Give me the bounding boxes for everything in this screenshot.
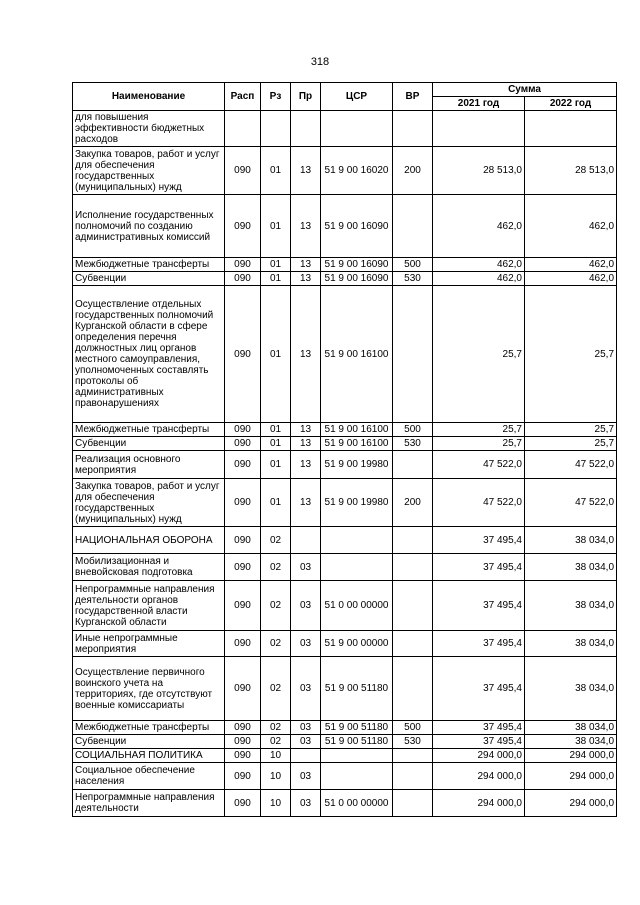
row-pr-cell: 03 <box>291 763 321 790</box>
row-amount-2022: 38 034,0 <box>525 581 617 631</box>
row-amount-2021: 47 522,0 <box>433 451 525 479</box>
row-csr-cell: 51 9 00 00000 <box>321 631 393 657</box>
row-csr-cell: 51 9 00 51180 <box>321 657 393 721</box>
row-vr-cell: 530 <box>393 437 433 451</box>
table-row <box>73 790 617 817</box>
row-vr-cell <box>393 111 433 147</box>
row-amount-2021: 294 000,0 <box>433 763 525 790</box>
table-row <box>73 657 617 721</box>
row-amount-2021: 37 495,4 <box>433 721 525 735</box>
table-row <box>73 423 617 437</box>
row-name-cell: Осуществление первичного воинского учета на территориях, где отсутствуют военные комиссариаты <box>73 657 225 721</box>
row-csr-cell: 51 9 00 16020 <box>321 147 393 195</box>
row-csr-cell: 51 9 00 16090 <box>321 272 393 286</box>
row-amount-2022: 25,7 <box>525 437 617 451</box>
row-vr-cell <box>393 631 433 657</box>
row-pr-cell: 03 <box>291 790 321 817</box>
row-amount-2022: 38 034,0 <box>525 721 617 735</box>
row-vr-cell: 200 <box>393 147 433 195</box>
row-pr-cell: 13 <box>291 423 321 437</box>
row-amount-2022: 294 000,0 <box>525 790 617 817</box>
row-csr-cell: 51 0 00 00000 <box>321 790 393 817</box>
row-csr-cell: 51 9 00 19980 <box>321 479 393 527</box>
row-amount-2022: 38 034,0 <box>525 735 617 749</box>
row-rasp-cell: 090 <box>225 286 261 423</box>
row-rasp-cell: 090 <box>225 479 261 527</box>
row-amount-2022: 462,0 <box>525 195 617 258</box>
row-csr-cell: 51 9 00 16100 <box>321 437 393 451</box>
table-row <box>73 195 617 258</box>
table-row <box>73 147 617 195</box>
row-name-cell: Субвенции <box>73 437 225 451</box>
header-year-2021: 2021 год <box>433 97 525 111</box>
row-csr-cell: 51 9 00 51180 <box>321 735 393 749</box>
row-name-cell: Непрограммные направления деятельности органов государственной власти Курганской области <box>73 581 225 631</box>
row-amount-2021: 28 513,0 <box>433 147 525 195</box>
row-rasp-cell: 090 <box>225 195 261 258</box>
row-name-cell: СОЦИАЛЬНАЯ ПОЛИТИКА <box>73 749 225 763</box>
row-vr-cell <box>393 657 433 721</box>
table-row <box>73 479 617 527</box>
row-pr-cell: 03 <box>291 735 321 749</box>
row-name-cell: Мобилизационная и вневойсковая подготовка <box>73 554 225 581</box>
row-pr-cell: 13 <box>291 479 321 527</box>
row-name-cell: Социальное обеспечение населения <box>73 763 225 790</box>
table-row <box>73 272 617 286</box>
row-rasp-cell: 090 <box>225 581 261 631</box>
row-rz-cell: 10 <box>261 749 291 763</box>
row-vr-cell <box>393 581 433 631</box>
page-number: 318 <box>310 56 330 68</box>
row-rasp-cell: 090 <box>225 631 261 657</box>
row-name-cell: Межбюджетные трансферты <box>73 423 225 437</box>
table-row <box>73 111 617 147</box>
row-rz-cell: 02 <box>261 554 291 581</box>
row-pr-cell: 03 <box>291 721 321 735</box>
row-amount-2021: 37 495,4 <box>433 657 525 721</box>
table-row <box>73 721 617 735</box>
row-amount-2022: 294 000,0 <box>525 763 617 790</box>
table-row <box>73 451 617 479</box>
row-rz-cell: 01 <box>261 479 291 527</box>
row-amount-2021: 294 000,0 <box>433 749 525 763</box>
row-rz-cell: 01 <box>261 423 291 437</box>
row-rasp-cell: 090 <box>225 749 261 763</box>
budget-table <box>72 82 617 817</box>
row-csr-cell: 51 9 00 16100 <box>321 423 393 437</box>
row-amount-2021: 462,0 <box>433 195 525 258</box>
row-csr-cell <box>321 554 393 581</box>
row-amount-2021: 462,0 <box>433 272 525 286</box>
table-header <box>73 83 617 111</box>
row-amount-2022: 294 000,0 <box>525 749 617 763</box>
row-pr-cell: 13 <box>291 258 321 272</box>
row-rz-cell: 01 <box>261 437 291 451</box>
row-amount-2022: 25,7 <box>525 423 617 437</box>
table-row <box>73 527 617 554</box>
header-sum: Сумма <box>433 83 617 97</box>
row-vr-cell: 500 <box>393 423 433 437</box>
row-rasp-cell: 090 <box>225 790 261 817</box>
row-rz-cell: 01 <box>261 258 291 272</box>
row-vr-cell: 500 <box>393 721 433 735</box>
row-rz-cell: 01 <box>261 147 291 195</box>
row-rasp-cell: 090 <box>225 554 261 581</box>
row-rz-cell: 02 <box>261 631 291 657</box>
row-rz-cell: 02 <box>261 581 291 631</box>
row-pr-cell: 13 <box>291 437 321 451</box>
table-row <box>73 286 617 423</box>
row-amount-2021: 37 495,4 <box>433 581 525 631</box>
row-pr-cell: 13 <box>291 272 321 286</box>
row-csr-cell: 51 9 00 16100 <box>321 286 393 423</box>
row-vr-cell <box>393 451 433 479</box>
row-csr-cell <box>321 763 393 790</box>
table-row <box>73 631 617 657</box>
row-rasp-cell: 090 <box>225 527 261 554</box>
row-amount-2021 <box>433 111 525 147</box>
row-vr-cell: 500 <box>393 258 433 272</box>
row-rz-cell: 02 <box>261 657 291 721</box>
row-pr-cell: 13 <box>291 286 321 423</box>
row-vr-cell <box>393 195 433 258</box>
row-pr-cell: 03 <box>291 554 321 581</box>
row-rasp-cell: 090 <box>225 147 261 195</box>
table-row <box>73 749 617 763</box>
row-rz-cell: 02 <box>261 527 291 554</box>
row-vr-cell <box>393 790 433 817</box>
row-name-cell: Реализация основного мероприятия <box>73 451 225 479</box>
table-body <box>73 111 617 817</box>
row-csr-cell: 51 9 00 19980 <box>321 451 393 479</box>
table-row <box>73 735 617 749</box>
row-amount-2022: 462,0 <box>525 258 617 272</box>
row-name-cell: НАЦИОНАЛЬНАЯ ОБОРОНА <box>73 527 225 554</box>
row-name-cell: Межбюджетные трансферты <box>73 721 225 735</box>
table-row <box>73 554 617 581</box>
row-amount-2021: 25,7 <box>433 286 525 423</box>
row-rz-cell: 10 <box>261 763 291 790</box>
row-vr-cell <box>393 554 433 581</box>
row-pr-cell <box>291 749 321 763</box>
row-name-cell: Закупка товаров, работ и услуг для обеспечения государственных (муниципальных) нужд <box>73 147 225 195</box>
row-vr-cell <box>393 286 433 423</box>
row-amount-2022: 38 034,0 <box>525 554 617 581</box>
row-csr-cell <box>321 111 393 147</box>
row-pr-cell: 13 <box>291 451 321 479</box>
header-csr: ЦСР <box>321 83 393 111</box>
row-amount-2022 <box>525 111 617 147</box>
row-name-cell: Непрограммные направления деятельности <box>73 790 225 817</box>
row-pr-cell: 03 <box>291 631 321 657</box>
row-name-cell: Субвенции <box>73 272 225 286</box>
row-amount-2022: 25,7 <box>525 286 617 423</box>
row-amount-2021: 37 495,4 <box>433 735 525 749</box>
table-row <box>73 763 617 790</box>
row-pr-cell: 13 <box>291 147 321 195</box>
row-pr-cell <box>291 527 321 554</box>
row-name-cell: Субвенции <box>73 735 225 749</box>
row-pr-cell: 13 <box>291 195 321 258</box>
table-row <box>73 581 617 631</box>
row-amount-2022: 38 034,0 <box>525 657 617 721</box>
row-amount-2021: 462,0 <box>433 258 525 272</box>
row-rz-cell: 01 <box>261 272 291 286</box>
row-amount-2021: 25,7 <box>433 437 525 451</box>
header-year-2022: 2022 год <box>525 97 617 111</box>
row-pr-cell: 03 <box>291 657 321 721</box>
header-vr: ВР <box>393 83 433 111</box>
row-pr-cell <box>291 111 321 147</box>
row-csr-cell: 51 0 00 00000 <box>321 581 393 631</box>
row-vr-cell <box>393 749 433 763</box>
row-rz-cell: 01 <box>261 286 291 423</box>
row-name-cell: для повышения эффективности бюджетных расходов <box>73 111 225 147</box>
row-csr-cell: 51 9 00 51180 <box>321 721 393 735</box>
row-amount-2021: 37 495,4 <box>433 631 525 657</box>
row-amount-2021: 47 522,0 <box>433 479 525 527</box>
row-rasp-cell: 090 <box>225 735 261 749</box>
header-pr: Пр <box>291 83 321 111</box>
header-rz: Рз <box>261 83 291 111</box>
row-rz-cell: 01 <box>261 195 291 258</box>
row-rz-cell: 02 <box>261 721 291 735</box>
row-amount-2021: 37 495,4 <box>433 527 525 554</box>
header-rasp: Расп <box>225 83 261 111</box>
row-name-cell: Закупка товаров, работ и услуг для обеспечения государственных (муниципальных) нужд <box>73 479 225 527</box>
row-name-cell: Иные непрограммные мероприятия <box>73 631 225 657</box>
row-vr-cell: 530 <box>393 735 433 749</box>
row-rasp-cell: 090 <box>225 721 261 735</box>
row-amount-2022: 462,0 <box>525 272 617 286</box>
row-csr-cell <box>321 749 393 763</box>
row-amount-2021: 294 000,0 <box>433 790 525 817</box>
header-name: Наименование <box>73 83 225 111</box>
row-amount-2022: 38 034,0 <box>525 631 617 657</box>
row-rasp-cell: 090 <box>225 258 261 272</box>
row-amount-2022: 47 522,0 <box>525 451 617 479</box>
row-rasp-cell: 090 <box>225 437 261 451</box>
row-rasp-cell: 090 <box>225 451 261 479</box>
row-vr-cell: 530 <box>393 272 433 286</box>
row-pr-cell: 03 <box>291 581 321 631</box>
row-rasp-cell: 090 <box>225 272 261 286</box>
row-rz-cell <box>261 111 291 147</box>
row-rz-cell: 10 <box>261 790 291 817</box>
row-rz-cell: 01 <box>261 451 291 479</box>
row-vr-cell: 200 <box>393 479 433 527</box>
row-amount-2021: 37 495,4 <box>433 554 525 581</box>
row-rasp-cell <box>225 111 261 147</box>
row-rasp-cell: 090 <box>225 423 261 437</box>
table-row <box>73 437 617 451</box>
row-amount-2022: 47 522,0 <box>525 479 617 527</box>
row-vr-cell <box>393 763 433 790</box>
row-csr-cell: 51 9 00 16090 <box>321 195 393 258</box>
table-row <box>73 258 617 272</box>
row-amount-2022: 38 034,0 <box>525 527 617 554</box>
row-rz-cell: 02 <box>261 735 291 749</box>
row-vr-cell <box>393 527 433 554</box>
row-csr-cell <box>321 527 393 554</box>
row-name-cell: Исполнение государственных полномочий по созданию административных комиссий <box>73 195 225 258</box>
row-name-cell: Осуществление отдельных государственных полномочий Курганской области в сфере определения перечня должностных лиц органов местного самоуправления, уполномоченных составлять протоколы об административных правонарушениях <box>73 286 225 423</box>
row-rasp-cell: 090 <box>225 763 261 790</box>
row-name-cell: Межбюджетные трансферты <box>73 258 225 272</box>
row-amount-2022: 28 513,0 <box>525 147 617 195</box>
row-amount-2021: 25,7 <box>433 423 525 437</box>
row-rasp-cell: 090 <box>225 657 261 721</box>
row-csr-cell: 51 9 00 16090 <box>321 258 393 272</box>
